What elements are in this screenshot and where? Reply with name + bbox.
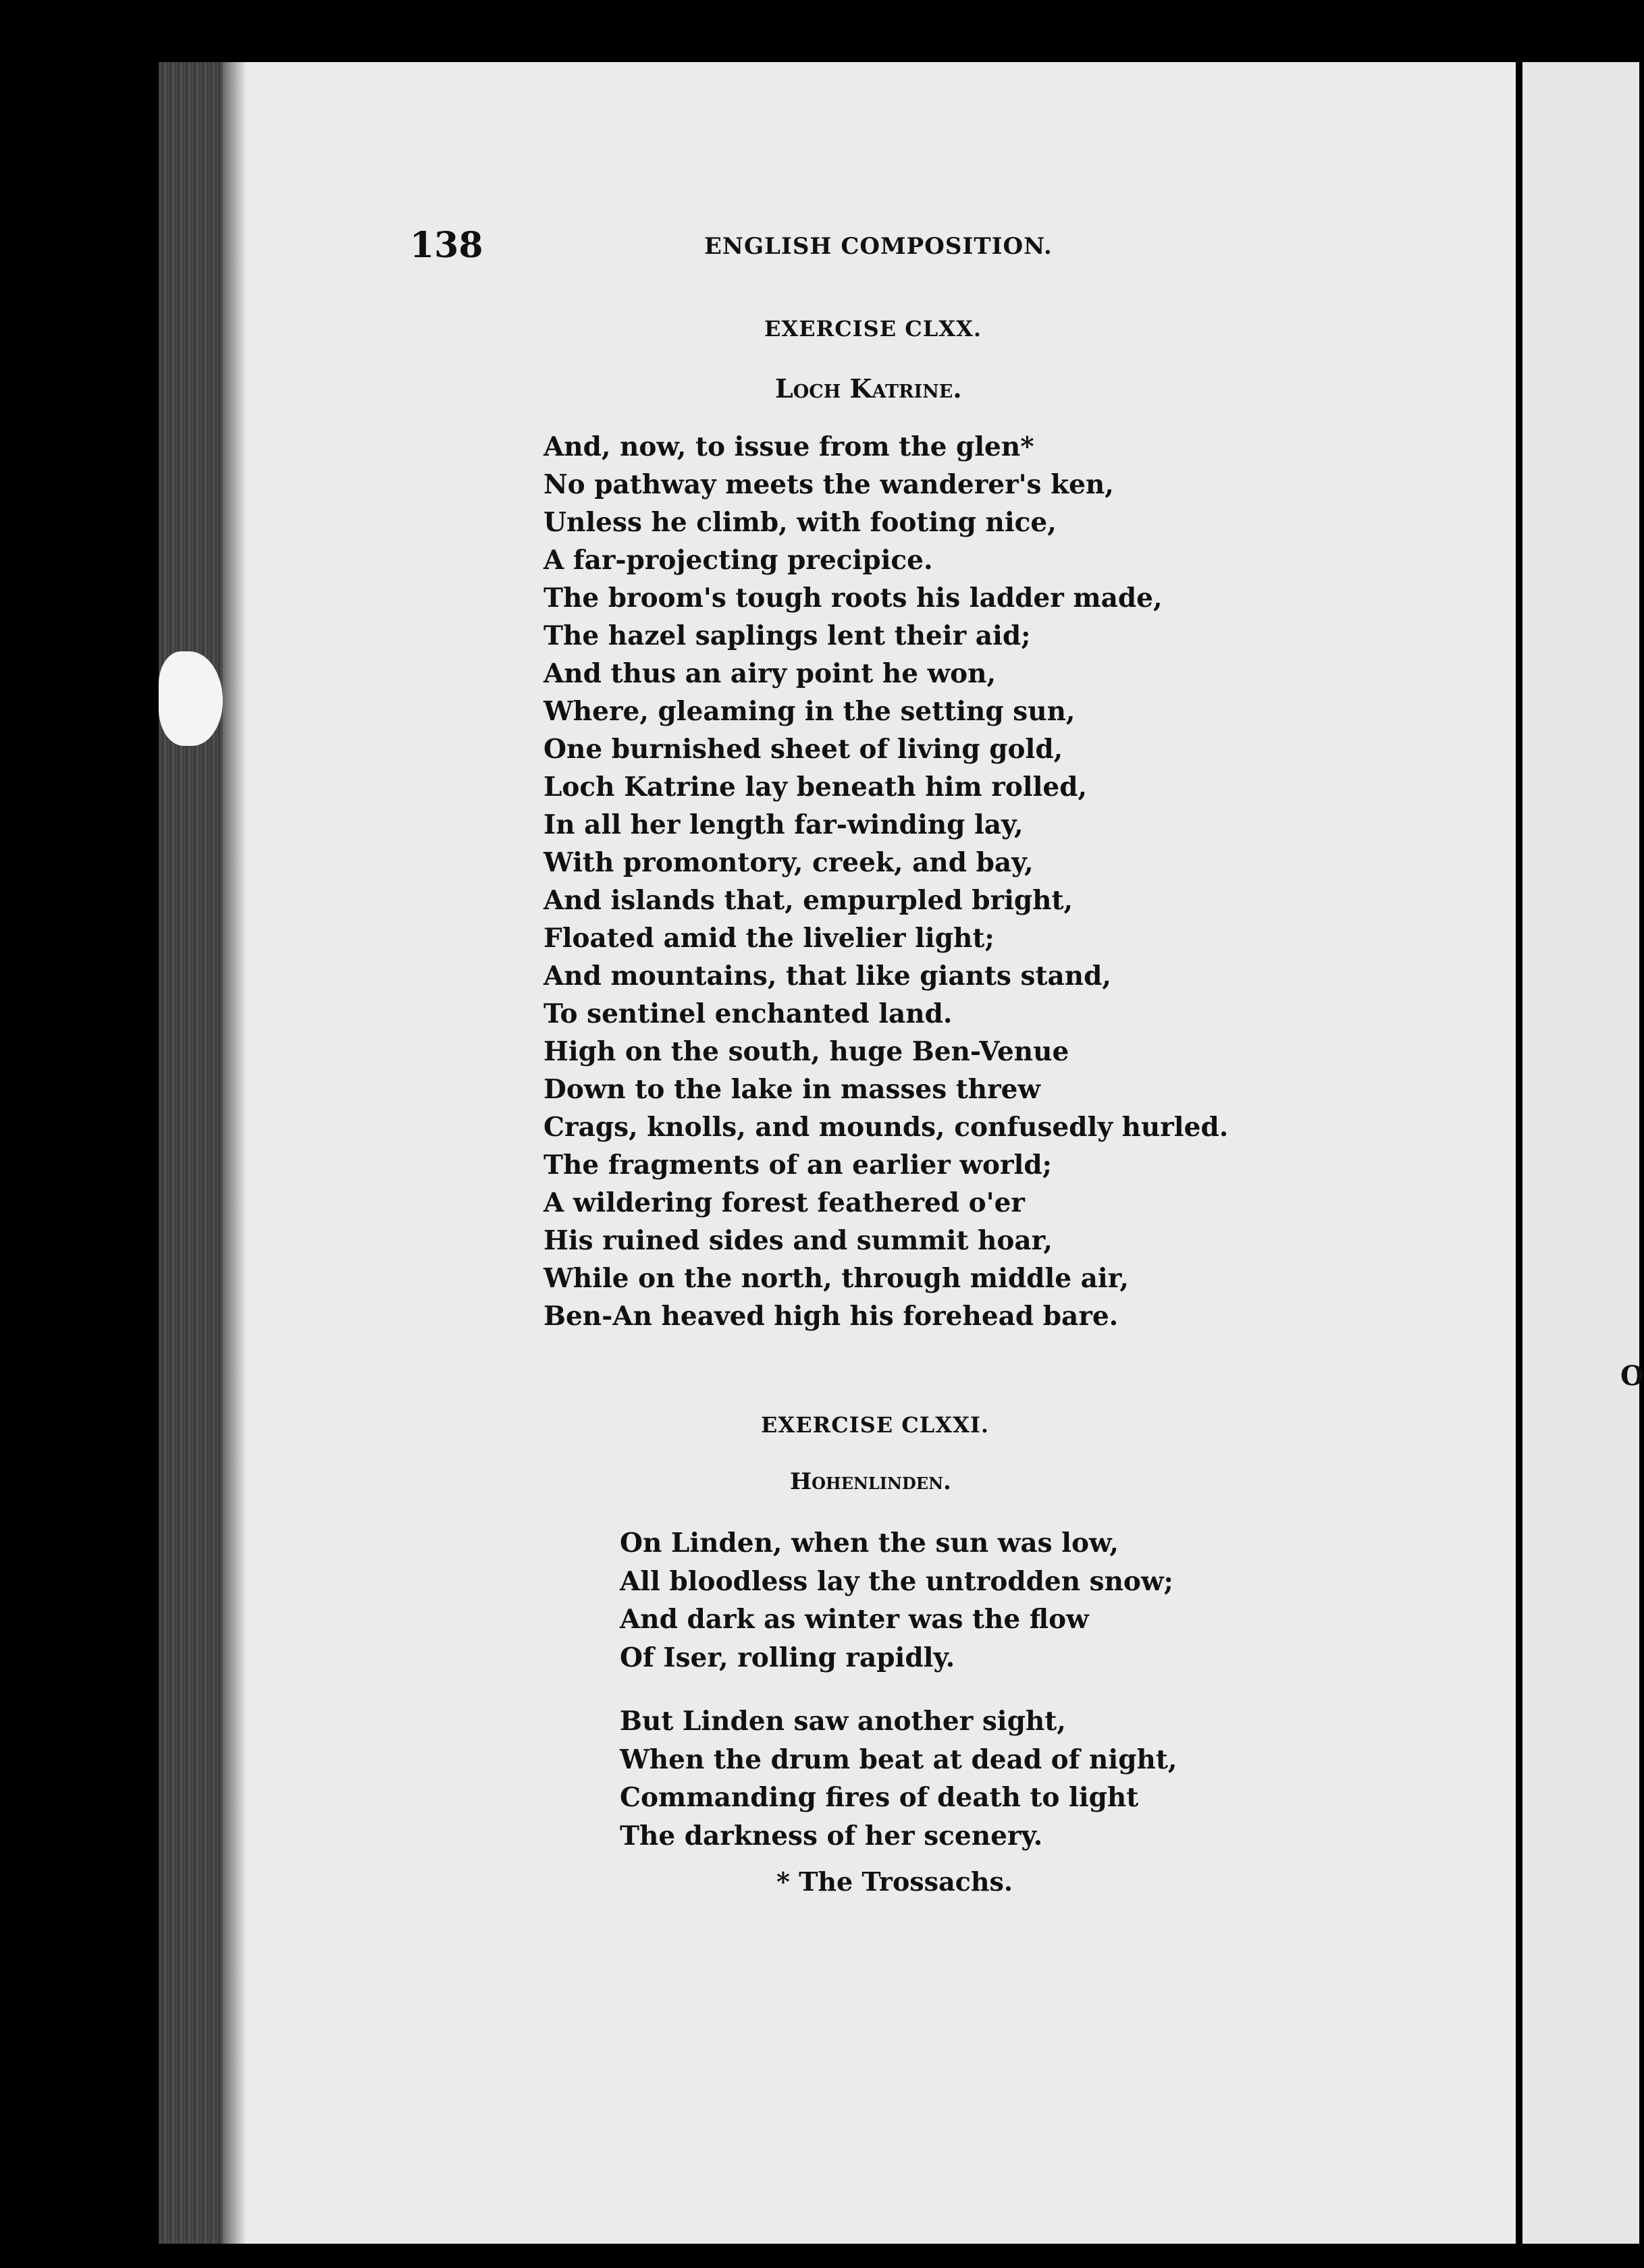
poem-line: The darkness of her scenery. — [620, 1820, 1043, 1852]
poem-title-hohenlinden: Hohenlinden. — [790, 1468, 951, 1495]
book-gutter — [1516, 0, 1522, 2268]
poem-line: And, now, to issue from the glen* — [543, 431, 1034, 462]
page-binding-shadow — [223, 62, 246, 2244]
poem-line: One burnished sheet of living gold, — [543, 734, 1063, 765]
poem-line: But Linden saw another sight, — [620, 1706, 1066, 1737]
poem-line: His ruined sides and summit hoar, — [543, 1225, 1053, 1256]
poem-line: Down to the lake in masses threw — [543, 1074, 1041, 1105]
poem-line: And thus an airy point he won, — [543, 658, 997, 689]
poem-line: The broom's tough roots his ladder made, — [543, 583, 1163, 614]
exercise-170-heading: EXERCISE CLXX. — [764, 316, 982, 342]
poem-line: A wildering forest feathered o'er — [543, 1187, 1025, 1218]
footnote: * The Trossachs. — [776, 1866, 1013, 1897]
poem-line: With promontory, creek, and bay, — [543, 847, 1034, 878]
poem-line: The hazel saplings lent their aid; — [543, 620, 1031, 651]
page-number: 138 — [410, 225, 483, 266]
poem-line: And islands that, empurpled bright, — [543, 885, 1073, 916]
poem-title-loch-katrine: Loch Katrine. — [775, 373, 962, 404]
poem-line: And dark as winter was the flow — [620, 1604, 1089, 1635]
poem-line: Unless he climb, with footing nice, — [543, 507, 1057, 538]
exercise-171-heading: EXERCISE CLXXI. — [761, 1412, 990, 1438]
poem-line: When the drum beat at dead of night, — [620, 1744, 1177, 1775]
poem-line: Ben-An heaved high his forehead bare. — [543, 1301, 1119, 1332]
poem-loch-katrine — [543, 428, 1228, 1335]
page-binding-edge — [159, 62, 223, 2244]
running-head: ENGLISH COMPOSITION. — [704, 233, 1053, 260]
poem-line: Loch Katrine lay beneath him rolled, — [543, 772, 1088, 803]
poem-line: Of Iser, rolling rapidly. — [620, 1642, 955, 1673]
poem-line: Where, gleaming in the setting sun, — [543, 696, 1076, 727]
facing-page — [1522, 62, 1639, 2244]
poem-line: To sentinel enchanted land. — [543, 998, 953, 1029]
facing-page-letter: O — [1620, 1360, 1644, 1392]
poem-line: While on the north, through middle air, — [543, 1263, 1130, 1294]
poem-hohenlinden-stanza-1 — [620, 1524, 1173, 1677]
poem-line: All bloodless lay the untrodden snow; — [620, 1565, 1173, 1597]
poem-line: And mountains, that like giants stand, — [543, 961, 1111, 992]
poem-line: Floated amid the livelier light; — [543, 923, 995, 954]
poem-line: In all her length far-winding lay, — [543, 809, 1024, 840]
poem-line: High on the south, huge Ben-Venue — [543, 1036, 1069, 1067]
paper-stain — [159, 651, 223, 746]
poem-line: A far-projecting precipice. — [543, 545, 933, 576]
poem-line: Commanding fires of death to light — [620, 1782, 1139, 1813]
poem-line: The fragments of an earlier world; — [543, 1150, 1052, 1181]
poem-hohenlinden-stanza-2 — [620, 1702, 1177, 1855]
poem-line: Crags, knolls, and mounds, confusedly hurled. — [543, 1112, 1229, 1143]
poem-line: No pathway meets the wanderer's ken, — [543, 469, 1114, 500]
poem-line: On Linden, when the sun was low, — [620, 1528, 1119, 1559]
